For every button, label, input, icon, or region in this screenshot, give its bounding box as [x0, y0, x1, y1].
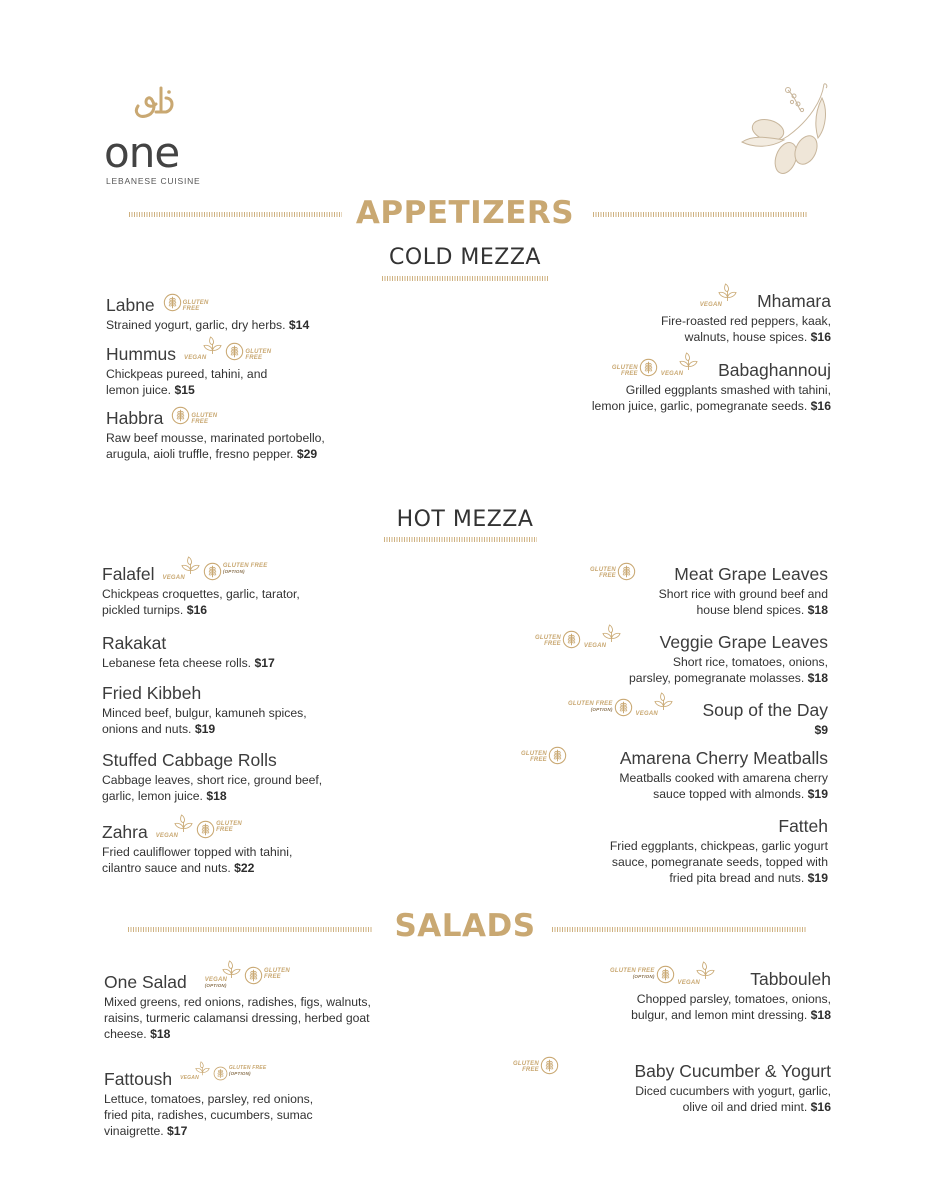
wheat-icon	[225, 342, 244, 361]
item-price: $18	[807, 671, 828, 685]
gluten-free-badge	[225, 342, 271, 361]
item-name: Hummus	[106, 343, 177, 364]
badge-text: GLUTEN	[611, 365, 638, 371]
dietary-badges	[568, 692, 673, 717]
description-text: Short rice, tomatoes, onions, parsley, pomegranate molasses.	[629, 655, 828, 685]
item-description	[593, 838, 828, 886]
item-price: $18	[810, 1008, 831, 1022]
menu-item-mhamara	[570, 283, 831, 345]
badge-text: VEGAN	[180, 1075, 199, 1081]
badge-text: VEGAN	[699, 302, 723, 308]
menu-item-stuffed-cabbage-rolls	[102, 750, 342, 804]
gluten-free-badge	[590, 562, 636, 581]
dietary-badges	[513, 1056, 559, 1075]
item-price: $9	[814, 723, 828, 737]
item-name: Fattoush	[104, 1068, 173, 1089]
item-price: $17	[254, 656, 275, 671]
item-name: Mhamara	[757, 290, 831, 311]
item-name: Veggie Grape Leaves	[659, 631, 828, 652]
badge-text: FREE	[599, 573, 616, 579]
arabic-logo-mark	[128, 82, 176, 120]
menu-item-fattoush	[104, 1061, 344, 1139]
dietary-badges	[205, 960, 290, 989]
item-description	[102, 772, 330, 804]
badge-text: FREE	[245, 355, 263, 361]
gluten-free-badge	[244, 966, 290, 989]
description-text: Minced beef, bulgur, kamuneh spices, onions and nuts.	[102, 706, 307, 737]
item-price: $14	[288, 318, 310, 332]
menu-item-rakakat	[102, 633, 342, 671]
menu-item-tabbouleh	[560, 961, 831, 1023]
vegan-badge	[636, 692, 673, 717]
leaf-icon	[718, 283, 737, 302]
wheat-icon	[562, 630, 581, 649]
item-description	[591, 382, 831, 414]
item-price: $15	[174, 383, 195, 397]
description-text: Lettuce, tomatoes, parsley, red onions, fried pita, radishes, cucumbers, sumac vinaigrette.	[104, 1092, 314, 1138]
badge-text: GLUTEN	[535, 635, 561, 641]
wheat-icon	[196, 820, 215, 839]
gluten-free-option-badge	[610, 965, 675, 986]
item-description	[656, 313, 831, 345]
decorative-rule	[384, 537, 537, 542]
dietary-badges	[610, 961, 715, 986]
wheat-icon	[203, 562, 222, 581]
dietary-badges	[156, 814, 242, 839]
item-price: $17	[167, 1124, 188, 1138]
dietary-badges	[163, 293, 209, 312]
menu-item-one-salad	[104, 960, 394, 1042]
badge-text: GLUTEN	[191, 413, 218, 419]
item-description	[104, 994, 384, 1042]
item-name: Falafel	[102, 563, 155, 584]
menu-item-hummus	[106, 336, 306, 398]
wheat-icon	[639, 358, 658, 377]
leaf-icon	[203, 336, 222, 355]
item-price: $29	[296, 447, 318, 461]
item-price: $16	[810, 1100, 831, 1114]
badge-text: VEGAN	[660, 371, 684, 377]
description-text: Lebanese feta cheese rolls.	[102, 656, 252, 671]
dietary-badges	[163, 556, 268, 581]
vegan-badge	[678, 961, 715, 986]
badge-text: FREE	[620, 371, 638, 377]
vegan-badge	[661, 352, 698, 377]
badge-text: GLUTEN	[182, 300, 209, 306]
description-text: Meatballs cooked with amarena cherry sauce topped with almonds.	[619, 771, 828, 801]
badge-text: GLUTEN	[513, 1061, 539, 1067]
description-text: Diced cucumbers with yogurt, garlic, olive oil and dried mint.	[635, 1084, 831, 1114]
badge-text: FREE	[544, 641, 561, 647]
item-name: Fried Kibbeh	[102, 683, 202, 703]
gluten-free-badge	[163, 293, 209, 312]
dietary-badges	[171, 406, 217, 425]
badge-text: VEGAN	[155, 833, 179, 839]
item-description	[104, 1091, 329, 1139]
item-description	[653, 586, 828, 618]
menu-item-babaghannouj	[570, 352, 831, 414]
gluten-free-option-badge	[568, 698, 633, 717]
gluten-free-badge	[513, 1056, 559, 1075]
item-description	[102, 705, 312, 737]
badge-text: GLUTEN	[245, 349, 272, 355]
item-name: Zahra	[102, 821, 148, 842]
description-text: Grilled eggplants smashed with tahini, lemon juice, garlic, pomegranate seeds.	[591, 383, 831, 413]
item-name: Meat Grape Leaves	[674, 563, 828, 584]
gluten-free-badge	[535, 630, 581, 649]
item-name: Baby Cucumber & Yogurt	[634, 1060, 831, 1081]
wheat-icon	[614, 698, 633, 717]
item-name: Amarena Cherry Meatballs	[619, 747, 828, 768]
badge-text: VEGAN	[162, 575, 185, 581]
item-price: $16	[186, 603, 208, 617]
item-description	[102, 655, 342, 671]
badge-text: FREE	[216, 827, 233, 833]
wheat-icon	[171, 406, 190, 425]
description-text: Strained yogurt, garlic, dry herbs.	[106, 318, 286, 332]
wheat-icon	[548, 746, 567, 765]
gluten-free-badge	[521, 746, 567, 765]
item-description	[106, 366, 271, 398]
description-text: Cabbage leaves, short rice, ground beef, garlic, lemon juice.	[102, 773, 323, 804]
description-text: Chickpeas pureed, tahini, and lemon juice.	[106, 367, 268, 397]
dietary-badges	[180, 1061, 266, 1081]
item-description	[616, 1083, 831, 1115]
badge-text: GLUTEN FREE	[228, 1065, 267, 1071]
item-description	[616, 991, 831, 1023]
item-name: Tabbouleh	[750, 968, 831, 989]
menu-item-soup-of-the-day	[560, 692, 828, 738]
item-price: $18	[206, 789, 227, 804]
badge-text: FREE	[182, 306, 200, 312]
item-description	[106, 430, 331, 462]
wheat-icon	[244, 966, 263, 985]
menu-item-baby-cucumber-yogurt	[510, 1056, 831, 1115]
badge-text: VEGAN	[204, 977, 228, 983]
gluten-free-badge	[196, 820, 242, 839]
menu-item-meat-grape-leaves	[560, 562, 828, 618]
item-name: Labne	[106, 294, 155, 315]
item-price: $19	[807, 787, 828, 801]
dietary-badges	[184, 336, 271, 361]
description-text: Fried eggplants, chickpeas, garlic yogurt sauce, pomegranate seeds, topped with fried pita bread and nuts.	[609, 839, 828, 886]
badge-text: FREE	[522, 1067, 539, 1073]
badge-text: GLUTEN	[216, 821, 242, 827]
menu-item-falafel	[102, 556, 342, 618]
badge-option-text: (OPTION)	[632, 974, 655, 979]
item-price: $22	[234, 861, 255, 875]
item-description	[106, 317, 336, 333]
item-price: $18	[807, 603, 828, 617]
description-text: Chickpeas croquettes, garlic, tarator, pickled turnips.	[102, 587, 300, 617]
decorative-rule	[382, 276, 548, 281]
description-text: Fire-roasted red peppers, kaak, walnuts, house spices.	[660, 314, 831, 344]
menu-item-zahra	[102, 814, 342, 876]
decorative-rule	[552, 927, 807, 932]
wheat-icon	[213, 1066, 228, 1081]
badge-option-text: (OPTION)	[204, 983, 227, 988]
item-name: Rakakat	[102, 633, 167, 653]
badge-text: VEGAN	[635, 711, 658, 717]
vegan-badge	[156, 814, 193, 839]
item-name: One Salad	[104, 971, 187, 992]
badge-text: FREE	[264, 974, 281, 980]
badge-option-text: (OPTION)	[228, 1071, 251, 1076]
menu-item-habbra	[106, 406, 346, 462]
gluten-free-option-badge	[203, 562, 268, 581]
vegan-badge	[184, 336, 222, 361]
vegan-badge	[180, 1061, 210, 1081]
item-description	[560, 722, 828, 738]
item-price: $19	[807, 871, 828, 886]
badge-text: VEGAN	[677, 980, 700, 986]
leaf-icon	[696, 961, 715, 980]
dietary-badges	[521, 746, 567, 765]
gluten-free-option-badge	[213, 1065, 266, 1081]
item-description	[102, 586, 302, 618]
badge-text: GLUTEN	[521, 751, 547, 757]
item-name: Habbra	[106, 407, 164, 428]
dietary-badges	[612, 352, 698, 377]
item-price: $16	[810, 399, 831, 413]
dietary-badges	[535, 624, 621, 649]
menu-item-fatteh	[560, 816, 828, 886]
vegan-badge	[163, 556, 200, 581]
wheat-icon	[656, 965, 675, 984]
leaf-icon	[602, 624, 621, 643]
wheat-icon	[617, 562, 636, 581]
badge-text: GLUTEN	[264, 968, 290, 974]
subsection-title-cold-mezza: COLD MEZZA	[389, 245, 541, 270]
description-text: Raw beef mousse, marinated portobello, arugula, aioli truffle, fresno pepper.	[106, 431, 325, 461]
badge-text: GLUTEN FREE	[568, 701, 613, 707]
gluten-free-badge	[612, 358, 658, 377]
badge-text: GLUTEN FREE	[610, 968, 655, 974]
leaf-icon	[679, 352, 698, 371]
item-description	[102, 844, 302, 876]
badge-text: FREE	[530, 757, 547, 763]
description-text: Short rice with ground beef and house blend spices.	[658, 587, 828, 617]
menu-item-fried-kibbeh	[102, 683, 342, 737]
dietary-badges	[590, 562, 636, 581]
badge-text: FREE	[191, 419, 209, 425]
leaf-icon	[222, 960, 241, 979]
description-text: Fried cauliflower topped with tahini, cilantro sauce and nuts.	[102, 845, 293, 875]
vegan-badge	[700, 283, 737, 308]
vegan-option-badge	[205, 960, 241, 989]
brand-wordmark: one	[104, 128, 180, 177]
badge-text: GLUTEN FREE	[222, 563, 268, 569]
description-text: Mixed greens, red onions, radishes, figs, walnuts, raisins, turmeric calamansi dressing, herbed goat cheese.	[104, 995, 371, 1041]
olive-branch-illustration	[740, 80, 830, 180]
leaf-icon	[195, 1061, 210, 1076]
item-name: Stuffed Cabbage Rolls	[102, 750, 277, 770]
leaf-icon	[654, 692, 673, 711]
item-description	[613, 770, 828, 802]
item-price: $16	[810, 330, 831, 344]
leaf-icon	[181, 556, 200, 575]
section-title-salads: SALADS	[394, 908, 536, 944]
menu-item-veggie-grape-leaves	[530, 624, 828, 686]
badge-text: GLUTEN	[590, 567, 616, 573]
vegan-badge	[584, 624, 621, 649]
badge-text: VEGAN	[583, 643, 607, 649]
wheat-icon	[163, 293, 182, 312]
description-text: Chopped parsley, tomatoes, onions, bulgur, and lemon mint dressing.	[631, 992, 831, 1022]
wheat-icon	[540, 1056, 559, 1075]
item-name: Fatteh	[778, 816, 828, 836]
item-price: $18	[150, 1027, 171, 1041]
section-title-appetizers: APPETIZERS	[355, 195, 575, 231]
leaf-icon	[174, 814, 193, 833]
item-name: Babaghannouj	[718, 359, 831, 380]
badge-option-text: (OPTION)	[590, 707, 613, 712]
menu-item-amarena-cherry-meatballs	[518, 746, 828, 802]
brand-tagline: LEBANESE CUISINE	[106, 176, 201, 186]
badge-option-text: (OPTION)	[222, 569, 245, 574]
item-description	[628, 654, 828, 686]
subsection-title-hot-mezza: HOT MEZZA	[396, 507, 534, 532]
badge-text: VEGAN	[184, 355, 207, 361]
item-price: $19	[194, 722, 216, 737]
item-name: Soup of the Day	[702, 699, 828, 720]
decorative-rule	[593, 212, 807, 217]
gluten-free-badge	[171, 406, 217, 425]
menu-item-labne	[106, 293, 336, 333]
dietary-badges	[700, 283, 737, 308]
